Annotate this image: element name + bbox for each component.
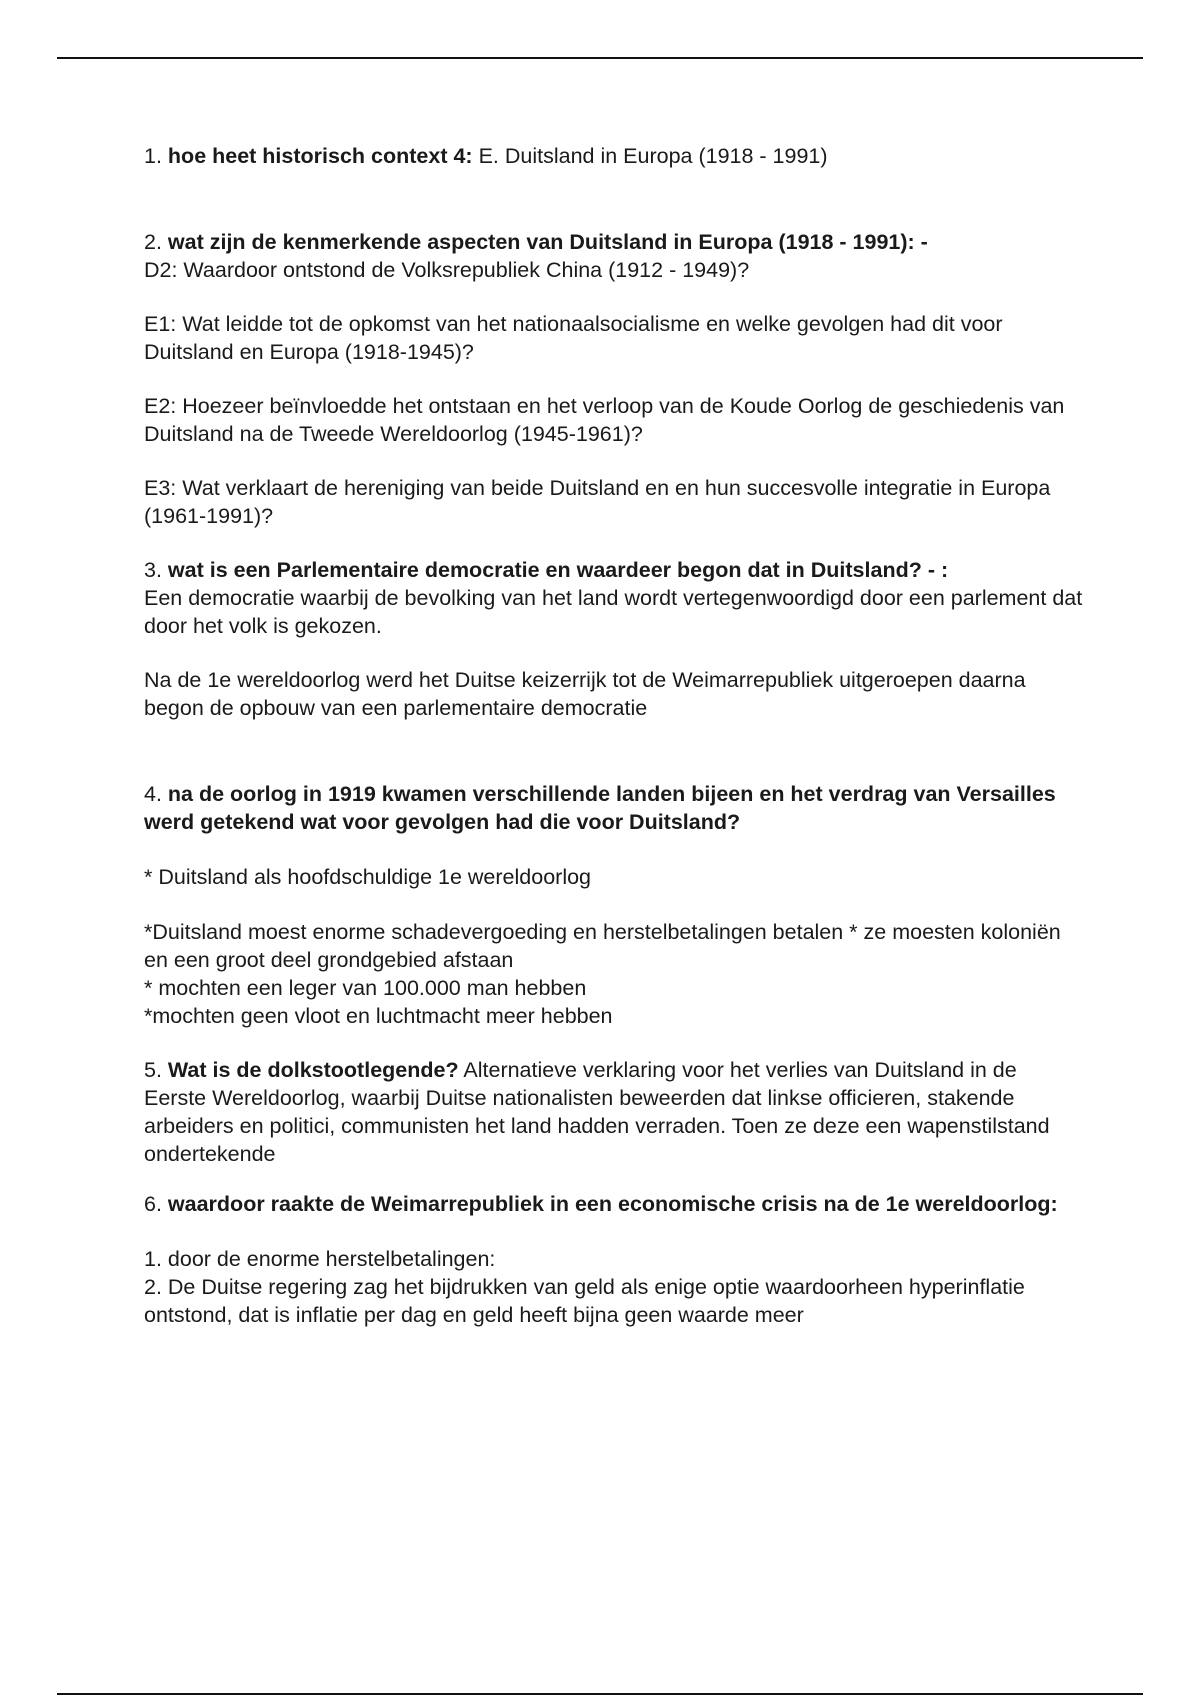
answer-3-definition: Een democratie waarbij de bevolking van het land wordt vertegenwoordigd door een parlement dat door het volk is gekozen. [144, 586, 1083, 638]
answer-2-e3: E3: Wat verklaart de hereniging van beide Duitsland en en hun succesvolle integratie in Europa (1961-1991)? [144, 476, 1051, 528]
answer-4-navy: *mochten geen vloot en luchtmacht meer hebben [144, 1004, 613, 1028]
answer-4-reparations: *Duitsland moest enorme schadevergoeding en herstelbetalingen betalen * ze moesten koloniën en een groot deel grondgebied afstaan [144, 920, 1061, 972]
answer-2-d2: D2: Waardoor ontstond de Volksrepubliek China (1912 - 1949)? [144, 258, 750, 282]
top-rule [57, 57, 1143, 59]
question-4 [144, 780, 1084, 1030]
answer-4-army: * mochten een leger van 100.000 man hebben [144, 976, 587, 1000]
question-2-text: wat zijn de kenmerkende aspecten van Duitsland in Europa (1918 - 1991): - [167, 230, 928, 254]
question-6-number: 6. [144, 1192, 162, 1216]
question-3 [144, 556, 1084, 722]
question-5-line [144, 1056, 1084, 1168]
question-5-text: Wat is de dolkstootlegende? [167, 1058, 459, 1082]
question-3-line [144, 556, 1084, 584]
question-5 [144, 1056, 1084, 1168]
question-1-line [144, 142, 1084, 170]
answer-6-inflation: 2. De Duitse regering zag het bijdrukken van geld als enige optie waardoorheen hyperinflatie ontstond, dat is inflatie per dag en geld heeft bijna geen waarde meer [144, 1275, 1025, 1327]
question-6-text: waardoor raakte de Weimarrepubliek in een economische crisis na de 1e wereldoorlog: [167, 1192, 1058, 1216]
question-1-number: 1. [144, 144, 162, 168]
answer-5-text: Alternatieve verklaring voor het verlies van Duitsland in de Eerste Wereldoorlog, waarbij Duitse nationalisten beweerden dat linkse officieren, stakende arbeiders en politici, communisten het land hadden verraden. Toen ze deze een wapenstilstand ondertekende [144, 1058, 1050, 1166]
question-2-line [144, 228, 1084, 256]
question-4-number: 4. [144, 782, 162, 806]
question-6 [144, 1190, 1084, 1329]
question-4-text: na de oorlog in 1919 kwamen verschillende landen bijeen en het verdrag van Versailles werd getekend wat voor gevolgen had die voor Duitsland? [144, 782, 1056, 834]
answer-1-text: E. Duitsland in Europa (1918 - 1991) [478, 144, 828, 168]
answer-2-e2: E2: Hoezeer beïnvloedde het ontstaan en het verloop van de Koude Oorlog de geschiedenis van Duitsland na de Tweede Wereldoorlog (1945-1961)? [144, 394, 1065, 446]
question-6-line [144, 1190, 1084, 1218]
question-2 [144, 228, 1084, 530]
bottom-rule [57, 1693, 1143, 1695]
answer-6-reparations: 1. door de enorme herstelbetalingen: [144, 1247, 496, 1271]
answer-4-guilt: * Duitsland als hoofdschuldige 1e wereldoorlog [144, 865, 592, 889]
question-4-line [144, 780, 1084, 836]
question-1 [144, 142, 1084, 170]
question-3-number: 3. [144, 558, 162, 582]
document-body [144, 142, 1084, 1329]
question-2-number: 2. [144, 230, 162, 254]
answer-2-e1: E1: Wat leidde tot de opkomst van het nationaalsocialisme en welke gevolgen had dit voor Duitsland en Europa (1918-1945)? [144, 312, 1003, 364]
question-5-number: 5. [144, 1058, 162, 1082]
answer-3-history: Na de 1e wereldoorlog werd het Duitse keizerrijk tot de Weimarrepubliek uitgeroepen daarna begon de opbouw van een parlementaire democratie [144, 668, 1026, 720]
question-1-text: hoe heet historisch context 4: [167, 144, 473, 168]
question-3-text: wat is een Parlementaire democratie en waardeer begon dat in Duitsland? - : [167, 558, 949, 582]
